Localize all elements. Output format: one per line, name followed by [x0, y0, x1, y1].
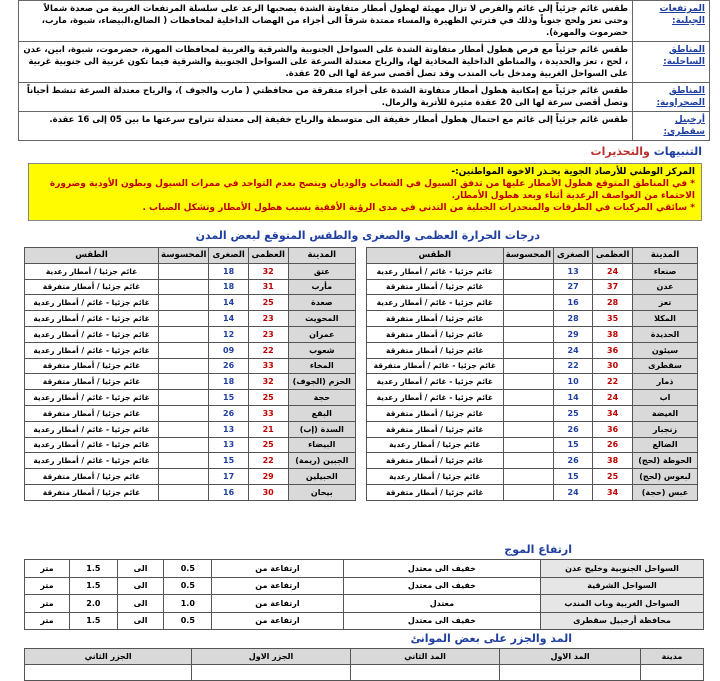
min-temp: 16 [554, 295, 593, 311]
header-felt: المحسوسة [503, 248, 553, 264]
weather: غائم جزئيا - غائم / أمطار متفرقة [367, 358, 504, 374]
waves-table [24, 559, 704, 630]
header-weather: الطقس [25, 248, 159, 264]
weather: غائم جزئيا / أمطار متفرقة [367, 326, 504, 342]
felt-temp [159, 421, 209, 437]
max-temp: 30 [248, 484, 288, 500]
city-name: الغيضة [633, 405, 698, 421]
weather: غائم جزئيا - غائم / أمطار رعدية [367, 295, 504, 311]
weather: غائم جزئيا - غائم / أمطار رعدية [25, 295, 159, 311]
city-name: مأرب [288, 279, 355, 295]
felt-temp [503, 437, 553, 453]
max-temp: 38 [593, 453, 633, 469]
city-name: سيئون [633, 342, 698, 358]
region-row [19, 42, 710, 83]
city-name: الحبيلين [288, 469, 355, 485]
city-name: الحوطة (لحج) [633, 453, 698, 469]
city-name: صنعاء [633, 263, 698, 279]
header-weather: الطقس [367, 248, 504, 264]
wave-desc: خفيف الى معتدل [343, 560, 540, 578]
city-name: زنجبار [633, 421, 698, 437]
city-name: الضالع [633, 437, 698, 453]
city-row [25, 484, 356, 500]
city-row [367, 421, 698, 437]
warnings-box [28, 163, 702, 221]
max-temp: 21 [248, 421, 288, 437]
region-row [19, 83, 710, 112]
city-name: عبس (حجة) [633, 484, 698, 500]
min-temp: 15 [209, 390, 248, 406]
city-row [367, 390, 698, 406]
city-row [25, 311, 356, 327]
weather: غائم جزئيا - غائم / أمطار رعدية [25, 421, 159, 437]
region-forecast-text: طقس غائم جزئياً مع إمكانية هطول أمطار متفاوتة الشدة على أجزاء متفرقة من محافظتي ( مارب والجوف )، والرياح معتدلة السرعة تنشط أحياناً وتصل أقصى سرعة لها الى 20 عقدة مثيرة للأتربة والرمال. [19, 83, 633, 112]
min-temp: 26 [209, 405, 248, 421]
felt-temp [159, 484, 209, 500]
city-name: المكلا [633, 311, 698, 327]
max-temp: 28 [593, 295, 633, 311]
max-temp: 25 [593, 469, 633, 485]
region-name: المناطق الصحراوية: [633, 83, 710, 112]
city-row [367, 374, 698, 390]
city-row [367, 326, 698, 342]
city-name: اب [633, 390, 698, 406]
wave-from: 0.5 [164, 577, 212, 595]
min-temp: 26 [209, 358, 248, 374]
wave-row [25, 577, 704, 595]
weather: غائم جزئيا - غائم / أمطار رعدية [25, 453, 159, 469]
weather: غائم جزئيا / أمطار متفرقة [367, 453, 504, 469]
header-city: المدينة [633, 248, 698, 264]
max-temp: 34 [593, 484, 633, 500]
wave-desc: خفيف الى معتدل [343, 612, 540, 630]
max-temp: 31 [248, 279, 288, 295]
felt-temp [503, 469, 553, 485]
min-temp: 13 [554, 263, 593, 279]
weather: غائم جزئيا / أمطار متفرقة [367, 342, 504, 358]
min-temp: 24 [554, 342, 593, 358]
min-temp: 15 [554, 437, 593, 453]
weather: غائم جزئيا / أمطار متفرقة [25, 469, 159, 485]
city-name: ذمار [633, 374, 698, 390]
weather: غائم جزئيا / أمطار متفرقة [25, 484, 159, 500]
city-name: المحويت [288, 311, 355, 327]
max-temp: 26 [593, 437, 633, 453]
city-row [25, 326, 356, 342]
min-temp: 13 [209, 437, 248, 453]
wave-row [25, 560, 704, 578]
felt-temp [159, 453, 209, 469]
city-name: السدة (إب) [288, 421, 355, 437]
felt-temp [159, 342, 209, 358]
max-temp: 33 [248, 405, 288, 421]
weather: غائم جزئيا / أمطار متفرقة [367, 311, 504, 327]
min-temp: 18 [209, 374, 248, 390]
wave-from: 0.5 [164, 560, 212, 578]
city-name: حجة [288, 390, 355, 406]
regional-forecast-table [18, 0, 710, 141]
max-temp: 25 [248, 390, 288, 406]
city-row [25, 390, 356, 406]
felt-temp [159, 469, 209, 485]
weather: غائم جزئيا - غائم / أمطار رعدية [25, 437, 159, 453]
min-temp: 26 [554, 453, 593, 469]
min-temp: 22 [554, 358, 593, 374]
city-row [367, 469, 698, 485]
region-forecast-text: طقس غائم جزئياً إلى غائم مع احتمال هطول أمطار خفيفة الى متوسطة والرياح خفيفة إلى معتدلة تتراوح سرعتها ما بين 05 إلى 16 عقدة. [19, 112, 633, 141]
wave-from: 1.0 [164, 595, 212, 613]
city-row [367, 405, 698, 421]
wave-from-label: ارتفاعة من [212, 612, 344, 630]
wave-from-label: ارتفاعة من [212, 595, 344, 613]
felt-temp [159, 390, 209, 406]
weather: غائم جزئيا / أمطار متفرقة [367, 421, 504, 437]
tide-header-high2: المد الثاني [350, 649, 499, 665]
min-temp: 12 [209, 326, 248, 342]
city-row [25, 405, 356, 421]
min-temp: 18 [209, 263, 248, 279]
city-name: عتق [288, 263, 355, 279]
city-row [25, 279, 356, 295]
warnings-title-b: التحذيرات [590, 145, 644, 158]
min-temp: 14 [554, 390, 593, 406]
min-temp: 16 [209, 484, 248, 500]
header-felt: المحسوسة [159, 248, 209, 264]
wave-to: 2.0 [70, 595, 118, 613]
city-name: صعدة [288, 295, 355, 311]
felt-temp [503, 484, 553, 500]
felt-temp [159, 358, 209, 374]
region-row [19, 112, 710, 141]
felt-temp [503, 326, 553, 342]
max-temp: 22 [248, 453, 288, 469]
city-row [25, 342, 356, 358]
wave-from: 0.5 [164, 612, 212, 630]
weather: غائم جزئيا / أمطار متفرقة [25, 374, 159, 390]
min-temp: 09 [209, 342, 248, 358]
header-city: المدينة [288, 248, 355, 264]
felt-temp [159, 326, 209, 342]
wave-to: 1.5 [70, 560, 118, 578]
max-temp: 32 [248, 263, 288, 279]
wave-region: السواحل الشرقية [541, 577, 704, 595]
max-temp: 36 [593, 342, 633, 358]
max-temp: 22 [248, 342, 288, 358]
max-temp: 34 [593, 405, 633, 421]
min-temp: 10 [554, 374, 593, 390]
felt-temp [159, 263, 209, 279]
tide-header-low1: الجزر الاول [192, 649, 351, 665]
warnings-title-a: التنبيهات [653, 145, 702, 158]
weather: غائم جزئيا / أمطار رعدية [25, 263, 159, 279]
city-row [25, 453, 356, 469]
min-temp: 15 [554, 469, 593, 485]
city-name: لبعوس (لحج) [633, 469, 698, 485]
wave-row [25, 595, 704, 613]
max-temp: 29 [248, 469, 288, 485]
city-row [367, 437, 698, 453]
region-row [19, 1, 710, 42]
tide-table [24, 648, 704, 681]
felt-temp [503, 405, 553, 421]
max-temp: 37 [593, 279, 633, 295]
max-temp: 23 [248, 311, 288, 327]
wave-region: السواحل الجنوبية وخليج عدن [541, 560, 704, 578]
wave-from-label: ارتفاعة من [212, 560, 344, 578]
city-row [25, 469, 356, 485]
wave-to-label: الى [117, 612, 164, 630]
header-max: العظمى [593, 248, 633, 264]
region-name: أرخبيل سقطرى: [633, 112, 710, 141]
wave-desc: خفيف الى معتدل [343, 577, 540, 595]
wave-unit: متر [25, 577, 70, 595]
region-forecast-text: طقس غائم جزئياً مع فرص هطول أمطار متفاوتة الشدة على السواحل الجنوبية والشرقية والغربية لمحافظات المهرة، حضرموت، شبوة، ابين، عدن ، لحج ، تعز والحديدة ، والمناطق الداخلية المحاذية لها، والرياح معتدلة السرعة على السواحل الجنوبية والشرقية فيما تكون غربية الى جنوبية غربية على السواحل الغربية ومدخل باب المندب وقد تصل أقصى سرعة لها الى 20 عقدة. [19, 42, 633, 83]
weather: غائم جزئيا / أمطار متفرقة [367, 405, 504, 421]
min-temp: 14 [209, 295, 248, 311]
min-temp: 25 [554, 405, 593, 421]
min-temp: 18 [209, 279, 248, 295]
wave-desc: معتدل [343, 595, 540, 613]
header-max: العظمى [248, 248, 288, 264]
wave-to-label: الى [117, 577, 164, 595]
warning-line-2: * في المناطق المتوقع هطول الأمطار عليها من تدفق السيول في الشعاب والوديان وينصح بعدم التواجد في ممرات السيول وبطون الأودية وضرورة الاحتماء من العواصف الرعدية أثناء وبعد هطول الأمطار. [49, 179, 695, 201]
max-temp: 36 [593, 421, 633, 437]
felt-temp [159, 437, 209, 453]
wave-to-label: الى [117, 560, 164, 578]
city-row [367, 311, 698, 327]
city-name: الجبين (ريمة) [288, 453, 355, 469]
city-row [25, 358, 356, 374]
city-row [367, 279, 698, 295]
felt-temp [159, 311, 209, 327]
cities-table-left [24, 247, 356, 501]
region-name: المرتفعات الجبلية: [633, 1, 710, 42]
weather: غائم جزئيا - غائم / أمطار رعدية [367, 374, 504, 390]
tide-cell [192, 665, 351, 681]
min-temp: 29 [554, 326, 593, 342]
city-row [367, 453, 698, 469]
weather: غائم جزئيا - غائم / أمطار رعدية [25, 326, 159, 342]
min-temp: 26 [554, 421, 593, 437]
max-temp: 35 [593, 311, 633, 327]
city-row [25, 437, 356, 453]
felt-temp [503, 421, 553, 437]
weather: غائم جزئيا - غائم / أمطار رعدية [367, 390, 504, 406]
max-temp: 30 [593, 358, 633, 374]
city-row [25, 295, 356, 311]
max-temp: 23 [248, 326, 288, 342]
felt-temp [159, 374, 209, 390]
felt-temp [159, 295, 209, 311]
max-temp: 33 [248, 358, 288, 374]
felt-temp [503, 279, 553, 295]
warnings-title-and: و [643, 145, 654, 158]
max-temp: 25 [248, 437, 288, 453]
city-row [367, 263, 698, 279]
weather: غائم جزئيا / أمطار متفرقة [367, 279, 504, 295]
waves-title: ارتفاع الموج [504, 543, 572, 556]
city-row [367, 358, 698, 374]
weather: غائم جزئيا / أمطار متفرقة [25, 358, 159, 374]
felt-temp [503, 453, 553, 469]
wave-region: السواحل الغربية وباب المندب [541, 595, 704, 613]
min-temp: 27 [554, 279, 593, 295]
min-temp: 17 [209, 469, 248, 485]
min-temp: 28 [554, 311, 593, 327]
header-min: الصغرى [209, 248, 248, 264]
min-temp: 14 [209, 311, 248, 327]
felt-temp [503, 374, 553, 390]
city-name: تعز [633, 295, 698, 311]
min-temp: 24 [554, 484, 593, 500]
felt-temp [503, 295, 553, 311]
forecast-page [18, 0, 710, 675]
city-name: عمران [288, 326, 355, 342]
cities-title: درجات الحرارة العظمى والصغرى والطقس المتوقع لبعض المدن [195, 229, 540, 242]
city-name: عدن [633, 279, 698, 295]
tide-cell [641, 665, 704, 681]
wave-unit: متر [25, 560, 70, 578]
city-row [367, 342, 698, 358]
warnings-title [591, 145, 702, 158]
weather: غائم جزئيا - غائم / أمطار رعدية [367, 263, 504, 279]
max-temp: 24 [593, 390, 633, 406]
warning-line-3: * سائقي المركبات في الطرقات والمنحدرات الجبلية من التدني في مدى الرؤية الأفقية بسبب هطول الأمطار وتشكل الضباب . [142, 203, 695, 213]
tide-title: المد والجزر على بعض الموانئ [410, 632, 572, 645]
wave-to: 1.5 [70, 612, 118, 630]
wave-row [25, 612, 704, 630]
tide-cell [500, 665, 641, 681]
warning-line-1: المركز الوطني للأرصاد الجوية يحـذر الاخوة المواطنين:- [451, 167, 695, 177]
min-temp: 15 [209, 453, 248, 469]
weather: غائم جزئيا / أمطار متفرقة [367, 484, 504, 500]
wave-from-label: ارتفاعة من [212, 577, 344, 595]
wave-to: 1.5 [70, 577, 118, 595]
tide-cell [25, 665, 192, 681]
city-row [25, 421, 356, 437]
tide-header-city: مدينة [641, 649, 704, 665]
cities-table-right [366, 247, 698, 501]
tide-header-high1: المد الاول [500, 649, 641, 665]
city-name: الحزم (الجوف) [288, 374, 355, 390]
city-name: المخاء [288, 358, 355, 374]
city-name: البقع [288, 405, 355, 421]
region-name: المناطق الساحلية: [633, 42, 710, 83]
max-temp: 24 [593, 263, 633, 279]
felt-temp [159, 405, 209, 421]
max-temp: 38 [593, 326, 633, 342]
tide-header-low2: الجزر الثاني [25, 649, 192, 665]
city-name: البيضاء [288, 437, 355, 453]
city-row [367, 295, 698, 311]
city-row [367, 484, 698, 500]
weather: غائم جزئيا / أمطار متفرقة [25, 405, 159, 421]
weather: غائم جزئيا - غائم / أمطار رعدية [25, 390, 159, 406]
weather: غائم جزئيا / أمطار رعدية [367, 437, 504, 453]
max-temp: 32 [248, 374, 288, 390]
city-row [25, 263, 356, 279]
city-name: شعوب [288, 342, 355, 358]
city-name: بيحان [288, 484, 355, 500]
max-temp: 25 [248, 295, 288, 311]
wave-region: محافظة أرخبيل سقطرى [541, 612, 704, 630]
city-name: سقطرى [633, 358, 698, 374]
felt-temp [503, 263, 553, 279]
wave-unit: متر [25, 595, 70, 613]
wave-unit: متر [25, 612, 70, 630]
weather: غائم جزئيا - غائم / أمطار رعدية [25, 311, 159, 327]
weather: غائم جزئيا / أمطار رعدية [367, 469, 504, 485]
felt-temp [503, 390, 553, 406]
city-name: الحديدة [633, 326, 698, 342]
city-row [25, 374, 356, 390]
felt-temp [503, 342, 553, 358]
min-temp: 13 [209, 421, 248, 437]
max-temp: 22 [593, 374, 633, 390]
felt-temp [503, 358, 553, 374]
felt-temp [503, 311, 553, 327]
wave-to-label: الى [117, 595, 164, 613]
region-forecast-text: طقس غائم جزئياً إلى غائم والفرص لا تزال مهيئة لهطول أمطار متفاوتة الشدة يصحبها الرعد على سلسلة المرتفعات الغربية من صعدة شمالاً وحتى تعز ولحج جنوباً وذلك في فترتي الظهيرة والمساء ممتدة شرقاً الى أجزاء من الهضاب الداخلية لمحافظات ( الضالع،البيضاء، شبوة، مارب، حضرموت والمهرة). [19, 1, 633, 42]
weather: غائم جزئيا / أمطار متفرقة [25, 279, 159, 295]
felt-temp [159, 279, 209, 295]
header-min: الصغرى [554, 248, 593, 264]
tide-cell [350, 665, 499, 681]
weather: غائم جزئيا - غائم / أمطار رعدية [25, 342, 159, 358]
